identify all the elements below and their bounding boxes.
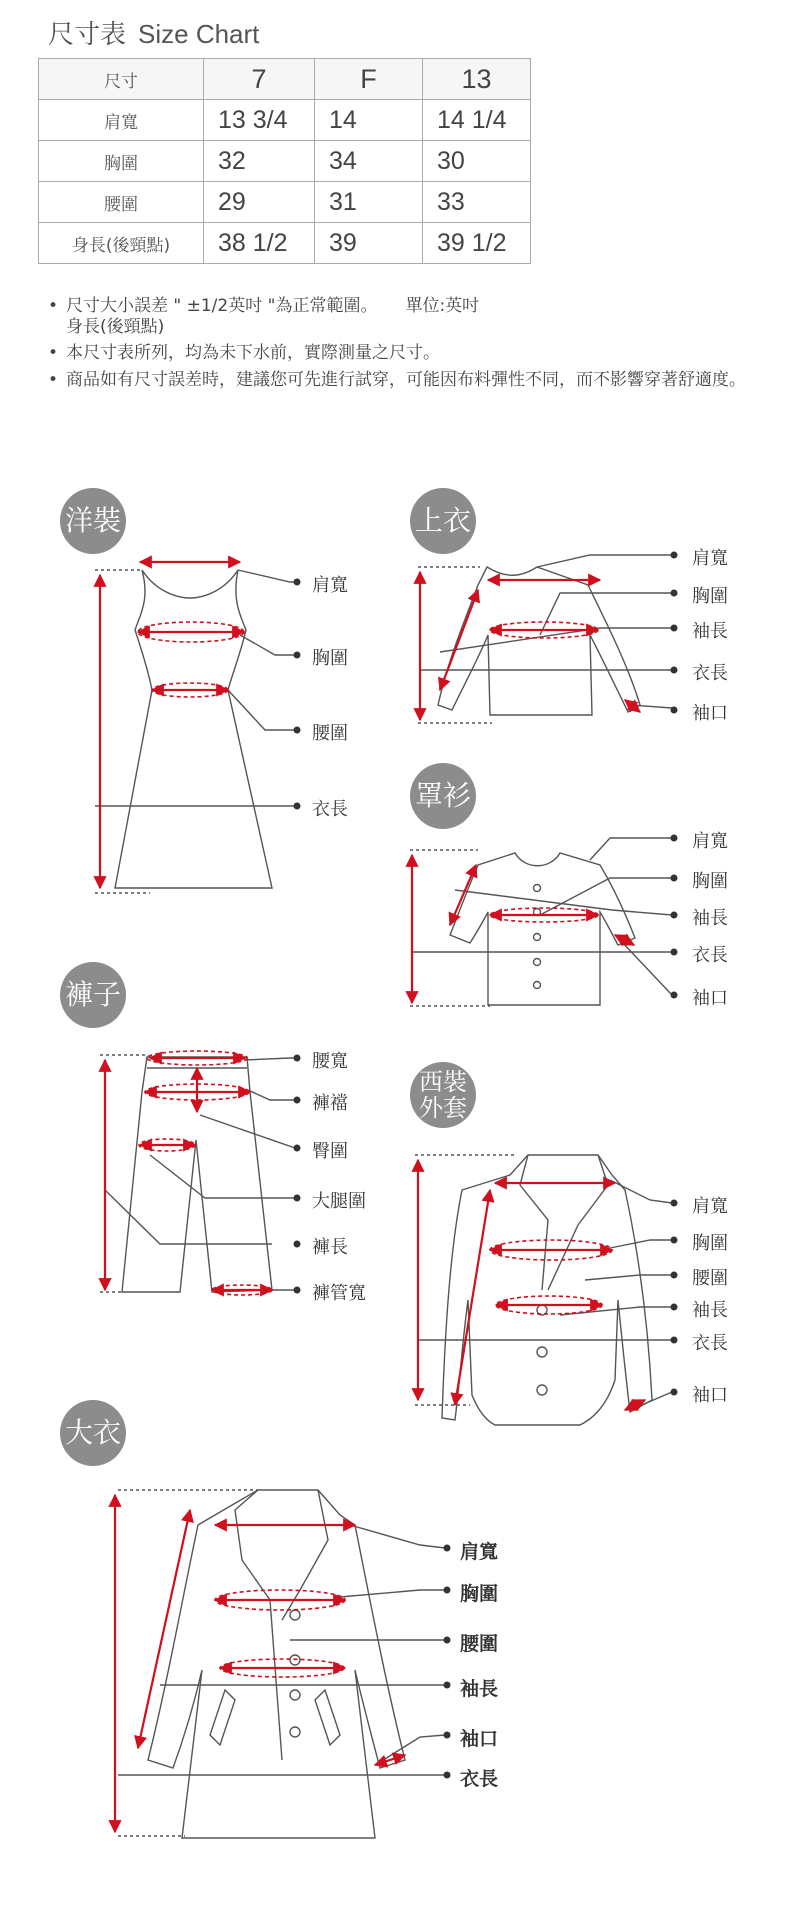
top-diagram: [418, 552, 678, 724]
coat-label-chest: 胸圍: [460, 1583, 499, 1605]
badge-shirt: [410, 763, 476, 829]
title-en: Size Chart: [138, 19, 260, 49]
table-header-label: 尺寸: [39, 59, 204, 100]
table-cell: 34: [315, 141, 423, 182]
badge-blazer-line1: 西裝: [419, 1068, 467, 1096]
top-label-length: 衣長: [692, 663, 728, 684]
pants-label-length: 褲長: [312, 1237, 348, 1258]
badge-coat-text: 大衣: [64, 1416, 121, 1449]
shirt-label-chest: 胸圍: [692, 871, 728, 892]
table-cell: 39: [315, 223, 423, 264]
blazer-diagram: [415, 1155, 678, 1425]
badge-dress-text: 洋裝: [64, 504, 121, 537]
table-cell: 39 1/2: [423, 223, 531, 264]
size-header-13: 13: [423, 59, 531, 100]
coat-label-length: 衣長: [460, 1768, 499, 1790]
shirt-label-length: 衣長: [692, 945, 728, 966]
dress-label-length: 衣長: [312, 799, 348, 820]
note-unit-text: 單位:英吋: [405, 296, 480, 316]
bullet-icon: •: [48, 343, 59, 363]
badge-top-text: 上衣: [414, 504, 471, 537]
badge-pants-text: 褲子: [64, 978, 121, 1011]
badge-blazer-line2: 外套: [419, 1094, 467, 1122]
row-label: 肩寬: [39, 100, 204, 141]
pants-label-hip: 臀圍: [312, 1141, 348, 1162]
top-label-cuff: 袖口: [692, 703, 728, 724]
top-label-shoulder: 肩寬: [692, 548, 728, 569]
row-label: 身長(後頸點): [39, 223, 204, 264]
table-cell: 29: [204, 182, 315, 223]
blazer-label-waist: 腰圍: [692, 1268, 728, 1289]
shirt-label-sleeve: 袖長: [692, 908, 728, 929]
dress-label-waist: 腰圍: [312, 723, 348, 744]
note-advice-text: 商品如有尺寸誤差時，建議您可先進行試穿，可能因布料彈性不同，而不影響穿著舒適度。: [66, 370, 746, 390]
table-cell: 31: [315, 182, 423, 223]
blazer-label-length: 衣長: [692, 1333, 728, 1354]
title-zh: 尺寸表: [48, 20, 127, 50]
badge-coat: [60, 1400, 126, 1466]
badge-dress: [60, 488, 126, 554]
shirt-label-cuff: 袖口: [692, 988, 728, 1009]
size-header-7: 7: [204, 59, 315, 100]
badge-top: [410, 488, 476, 554]
pants-diagram: [100, 1051, 301, 1295]
shirt-label-shoulder: 肩寬: [692, 831, 728, 852]
coat-label-cuff: 袖口: [460, 1728, 499, 1750]
table-cell: 33: [423, 182, 531, 223]
top-label-chest: 胸圍: [692, 586, 728, 607]
pants-label-hem: 褲管寬: [312, 1283, 366, 1304]
blazer-label-chest: 胸圍: [692, 1233, 728, 1254]
bullet-icon: •: [48, 296, 59, 316]
top-label-sleeve: 袖長: [692, 621, 728, 642]
note-length-text: 身長(後頸點): [66, 317, 165, 337]
pants-label-rise: 褲襠: [312, 1093, 348, 1114]
pants-label-thigh: 大腿圍: [312, 1191, 366, 1212]
table-cell: 38 1/2: [204, 223, 315, 264]
dress-label-chest: 胸圍: [312, 648, 348, 669]
blazer-label-cuff: 袖口: [692, 1385, 728, 1406]
badge-blazer: [410, 1062, 476, 1128]
blazer-label-shoulder: 肩寬: [692, 1196, 728, 1217]
coat-label-waist: 腰圍: [460, 1633, 499, 1655]
size-header-f: F: [315, 59, 423, 100]
coat-label-shoulder: 肩寬: [460, 1541, 499, 1563]
badge-shirt-text: 罩衫: [414, 779, 471, 812]
dress-diagram: [95, 562, 301, 893]
coat-diagram: [115, 1490, 451, 1838]
row-label: 腰圍: [39, 182, 204, 223]
table-cell: 30: [423, 141, 531, 182]
shirt-diagram: [410, 835, 678, 1007]
row-label: 胸圍: [39, 141, 204, 182]
badge-pants: [60, 962, 126, 1028]
table-cell: 32: [204, 141, 315, 182]
table-cell: 13 3/4: [204, 100, 315, 141]
dress-label-shoulder: 肩寬: [312, 575, 348, 596]
coat-label-sleeve: 袖長: [460, 1678, 499, 1700]
blazer-label-sleeve: 袖長: [692, 1300, 728, 1321]
bullet-icon: •: [48, 370, 59, 390]
pants-label-waist: 腰寬: [312, 1051, 348, 1072]
table-cell: 14 1/4: [423, 100, 531, 141]
table-cell: 14: [315, 100, 423, 141]
note-tolerance-text: 尺寸大小誤差 " ±1/2英吋 "為正常範圍。: [66, 296, 378, 316]
note-measure-text: 本尺寸表所列，均為未下水前，實際測量之尺寸。: [66, 343, 440, 363]
